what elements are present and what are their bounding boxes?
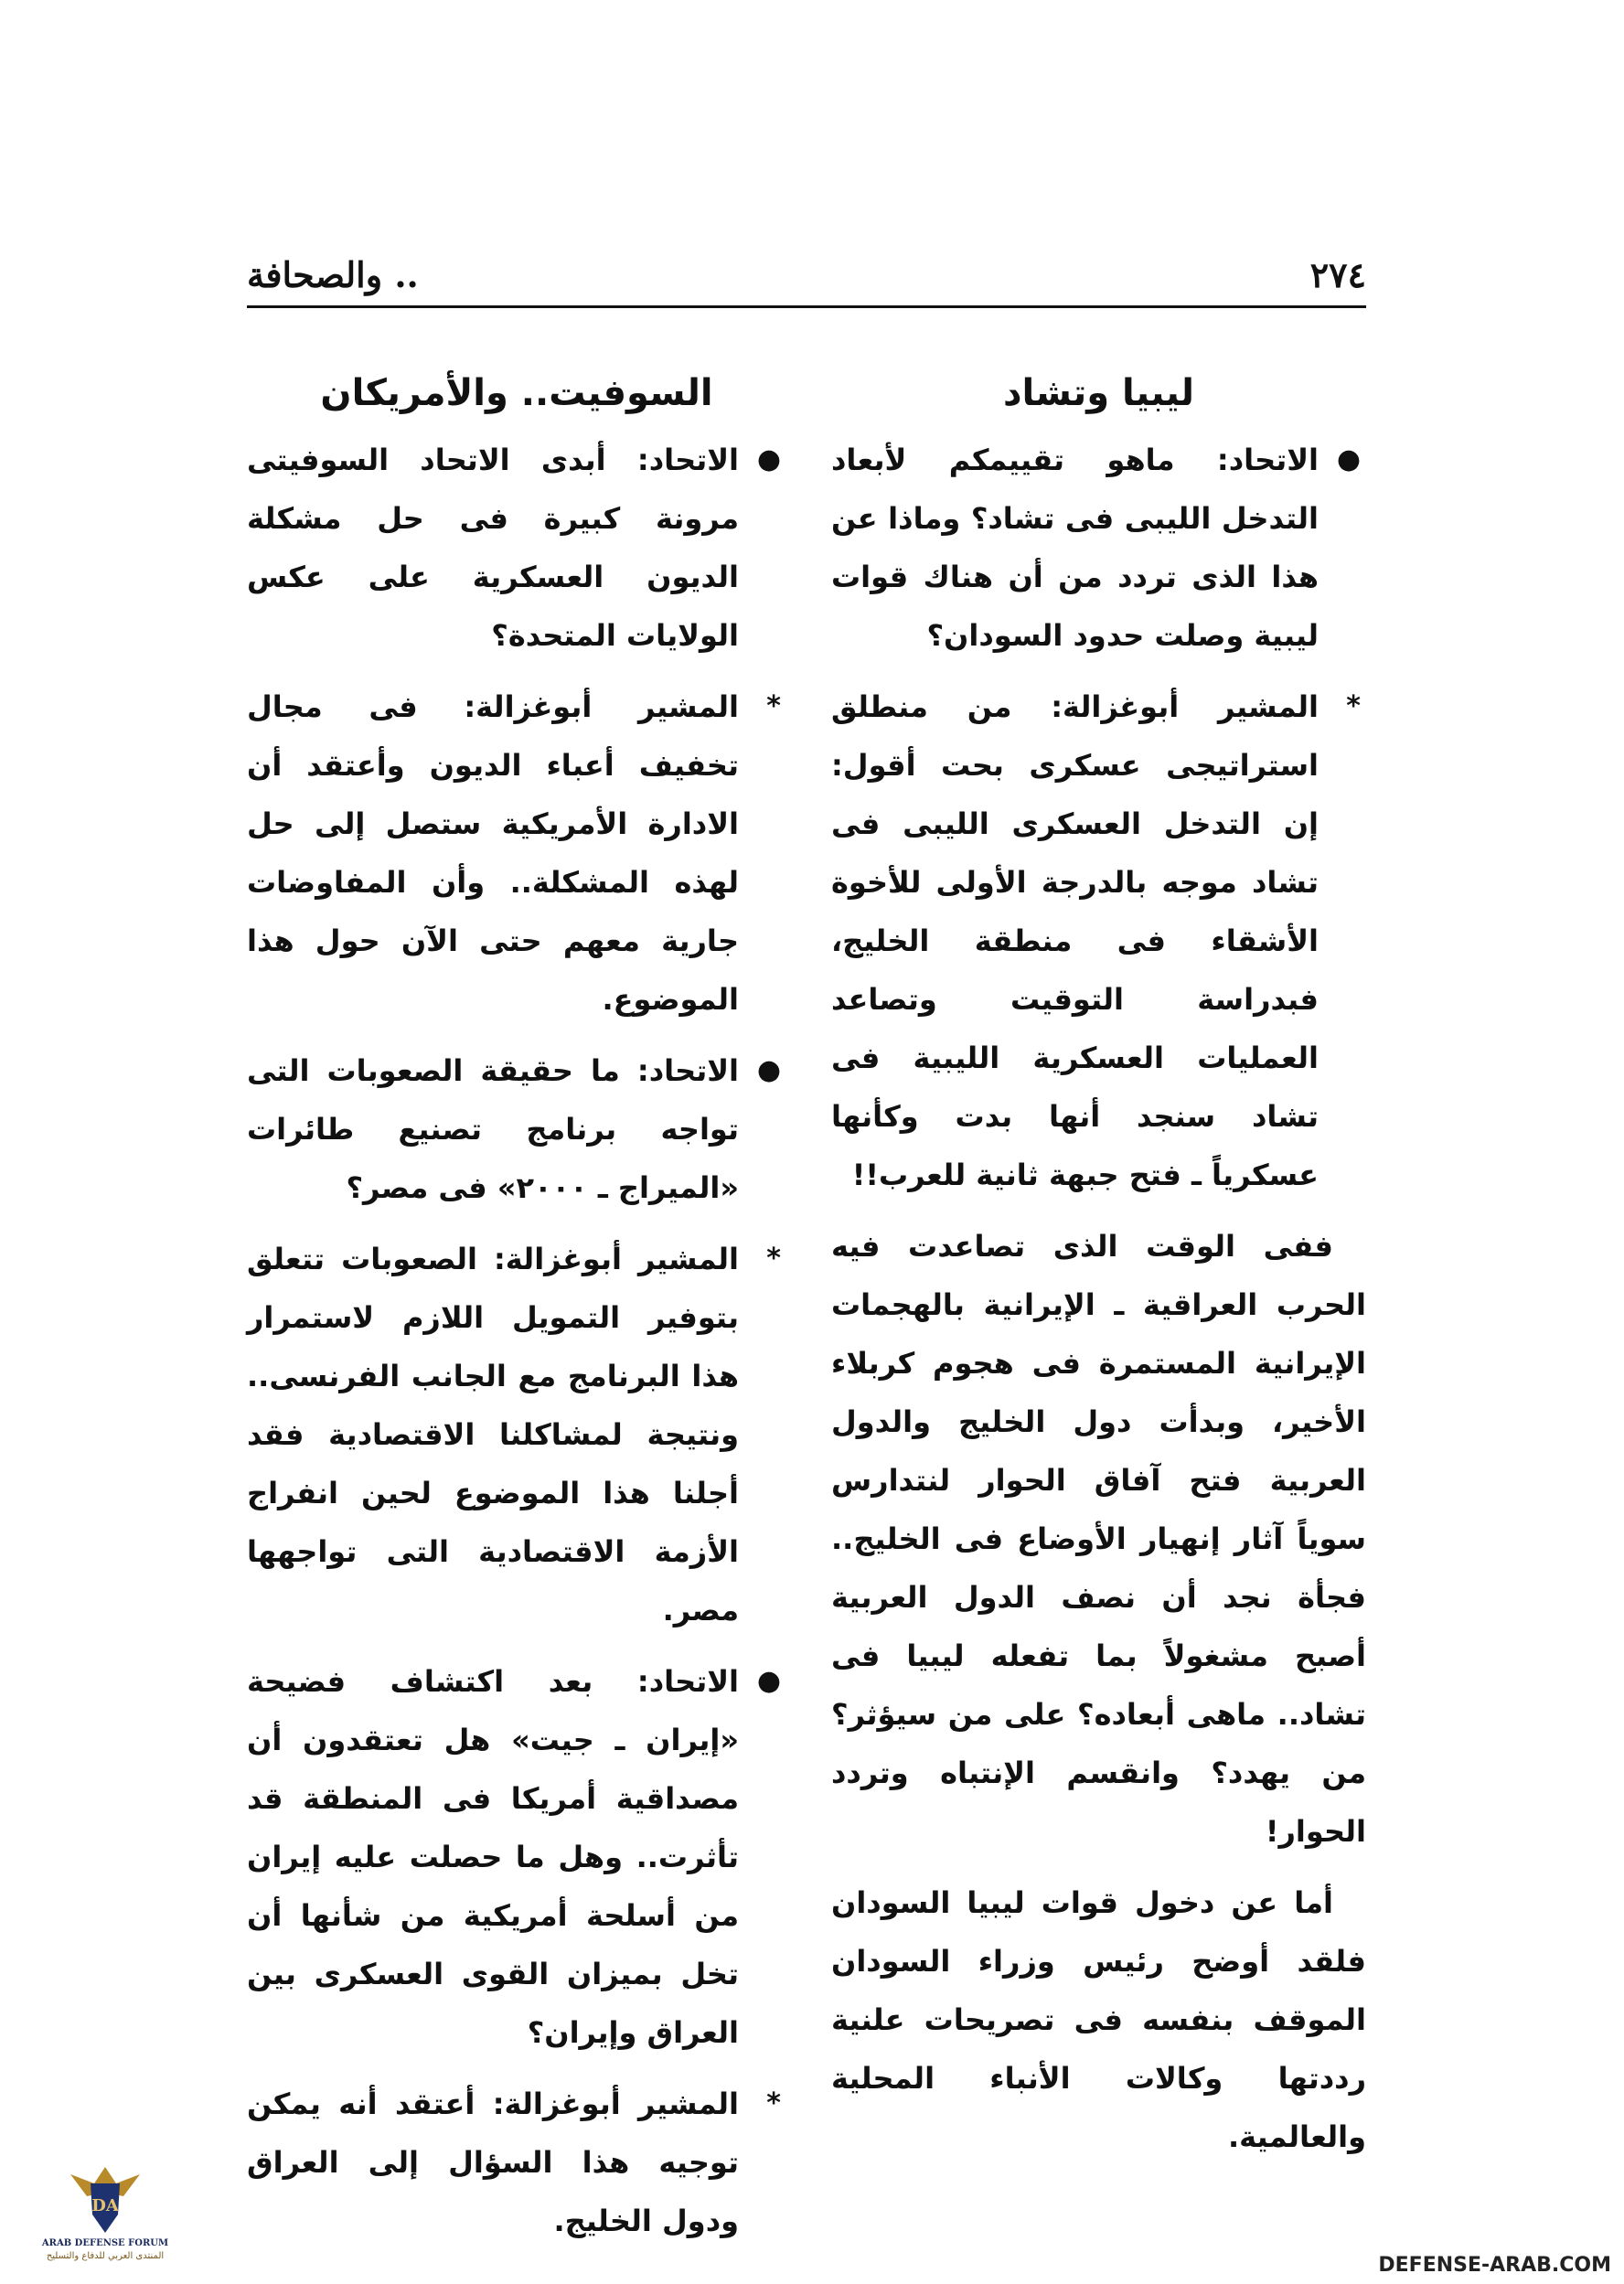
column-right <box>831 361 1366 2179</box>
answer-text: المشير أبوغزالة: أعتقد أنه يمكن توجيه هذا السؤال إلى العراق ودول الخليج. <box>247 2087 739 2238</box>
asterisk-icon: * <box>766 2087 781 2119</box>
forum-logo[interactable] <box>37 2156 174 2266</box>
body-paragraph: أما عن دخول قوات ليبيا السودان فلقد أوضح رئيس وزراء السودان الموقف بنفسه فى تصريحات علنية رددتها وكالات الأنباء المحلية والعالمية. <box>831 1885 1366 2154</box>
page-header <box>247 254 1366 305</box>
bullet-icon: ● <box>756 1054 781 1086</box>
question-text: الاتحاد: بعد اكتشاف فضيحة «إيران ـ جيت» هل تعتقدون أن مصداقية أمريكا فى المنطقة قد تأثرت.. وهل ما حصلت عليه إيران من أسلحة أمريكية من شأنها أن تخل بميزان القوى العسكرى بين العراق وإيران؟ <box>247 1664 739 2050</box>
bullet-icon: ● <box>756 1665 781 1697</box>
answer-text: المشير أبوغزالة: الصعوبات تتعلق بتوفير التمويل اللازم لاستمرار هذا البرنامج مع الجانب الفرنسى.. ونتيجة لمشاكلنا الاقتصادية فقد أجلنا هذا الموضوع لحين انفراج الأزمة الاقتصادية التى تواجهها مصر. <box>247 1242 739 1628</box>
header-rule <box>247 305 1366 308</box>
footer <box>0 2147 1624 2284</box>
question-text: الاتحاد: ماهو تقييمكم لأبعاد التدخل الليبى فى تشاد؟ وماذا عن هذا الذى تردد من أن هناك قوات ليبية وصلت حدود السودان؟ <box>831 443 1319 653</box>
question-block <box>831 431 1366 665</box>
section-title-soviets-americans: السوفيت.. والأمريكان <box>320 372 713 414</box>
eagle-shield-icon <box>69 2156 142 2236</box>
answer-text: المشير أبوغزالة: من منطلق استراتيجى عسكرى بحت أقول: إن التدخل العسكرى الليبى فى تشاد موجه بالدرجة الأولى للأخوة الأشقاء فى منطقة الخليج، فبدراسة التوقيت وتصاعد العمليات العسكرية الليبية فى تشاد سنجد أنها بدت وكأنها عسكرياً ـ فتح جبهة ثانية للعرب!! <box>831 689 1319 1192</box>
column-left <box>247 361 786 2263</box>
question-block <box>247 1652 786 2062</box>
logo-name: ARAB DEFENSE FORUM <box>41 2238 169 2248</box>
body-paragraph: ففى الوقت الذى تصاعدت فيه الحرب العراقية ـ الإيرانية بالهجمات الإيرانية المستمرة فى هجوم كربلاء الأخير، وبدأت دول الخليج والدول العربية فتح آفاق الحوار لنتدارس سوياً آثار إنهيار الأوضاع فى الخليج.. فجأة نجد أن نصف الدول العربية أصبح مشغولاً بما تفعله ليبيا فى تشاد.. ماهى أبعاده؟ على من سيؤثر؟ من يهدد؟ وانقسم الإنتباه وتردد الحوار! <box>831 1229 1366 1849</box>
running-head: .. والصحافة <box>247 254 419 295</box>
svg-text:DA: DA <box>91 2196 119 2215</box>
bullet-icon: ● <box>756 443 781 475</box>
question-block <box>247 1041 786 1217</box>
answer-block <box>831 678 1366 1204</box>
section-title-libya-chad: ليبيا وتشاد <box>1002 372 1195 414</box>
question-text: الاتحاد: أبدى الاتحاد السوفيتى مرونة كبيرة فى حل مشكلة الديون العسكرية على عكس الولايات المتحدة؟ <box>247 443 739 653</box>
answer-text: المشير أبوغزالة: فى مجال تخفيف أعباء الديون وأعتقد أن الادارة الأمريكية ستصل إلى حل لهذه المشكلة.. وأن المفاوضات جارية معهم حتى الآن حول هذا الموضوع. <box>247 689 739 1017</box>
asterisk-icon: * <box>766 690 781 722</box>
question-block <box>247 431 786 665</box>
answer-block <box>247 1230 786 1639</box>
question-text: الاتحاد: ما حقيقة الصعوبات التى تواجه برنامج تصنيع طائرات «الميراج ـ ٢٠٠٠» فى مصر؟ <box>247 1053 739 1205</box>
asterisk-icon: * <box>1346 690 1361 722</box>
answer-block <box>247 678 786 1029</box>
logo-subtitle: المنتدى العربي للدفاع والتسليح <box>46 2251 165 2261</box>
bullet-icon: ● <box>1336 443 1361 475</box>
asterisk-icon: * <box>766 1243 781 1275</box>
page-number: ٢٧٤ <box>1309 254 1366 295</box>
watermark-url[interactable]: DEFENSE-ARAB.COM <box>1378 2254 1611 2277</box>
